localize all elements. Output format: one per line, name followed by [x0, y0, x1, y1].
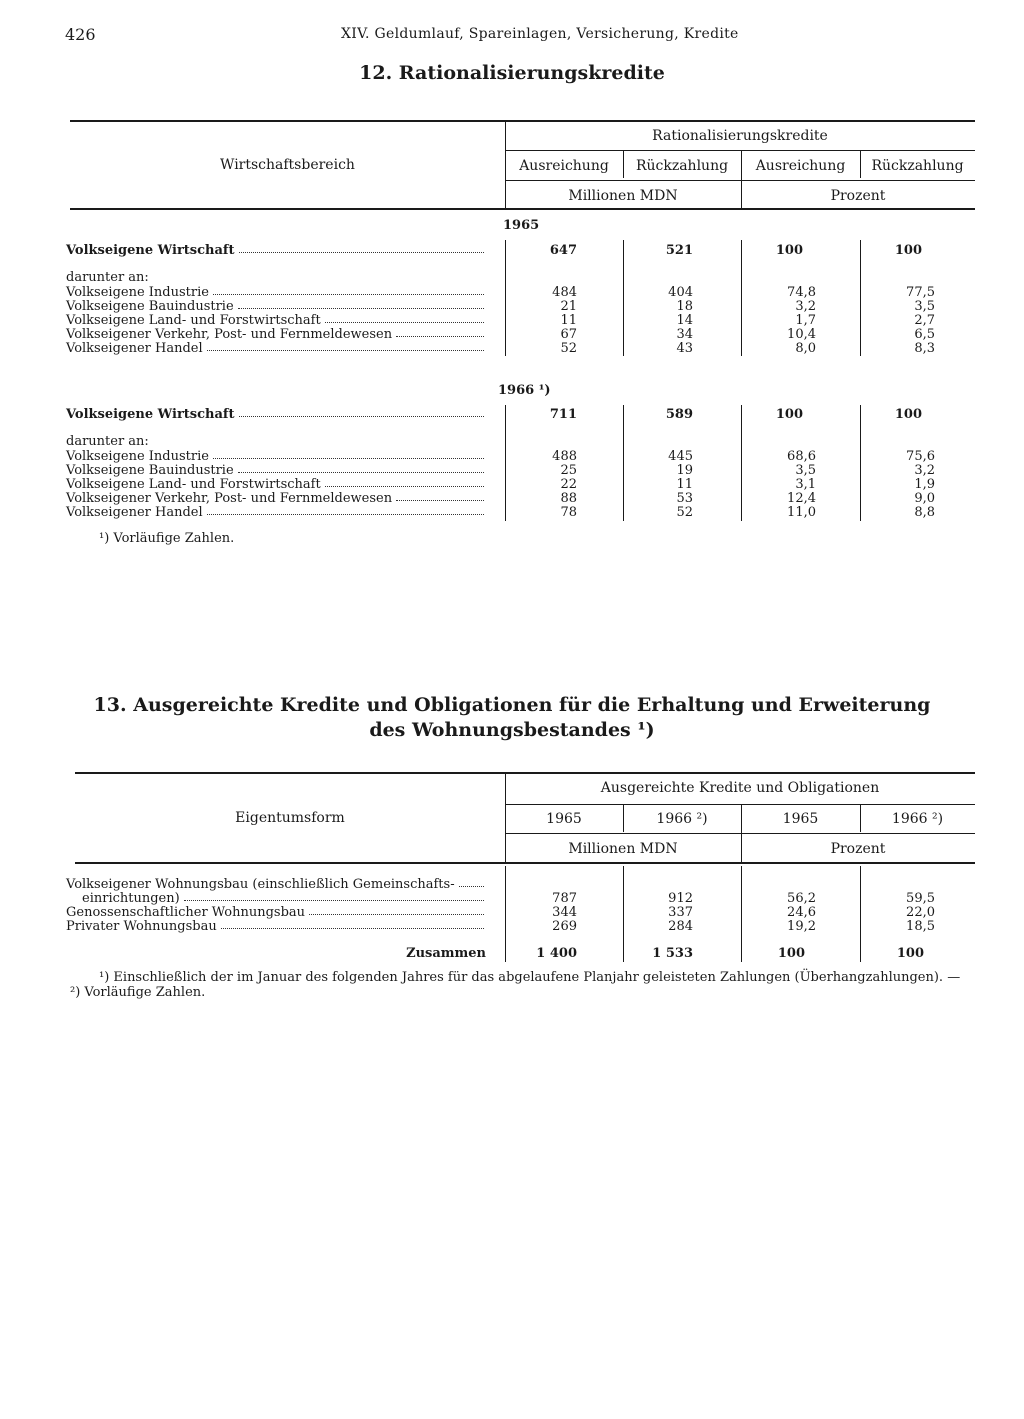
dot-leader — [238, 308, 484, 309]
row-label: Volkseigene Bauindustrie — [66, 299, 234, 314]
cell: 19,2 — [787, 919, 816, 934]
cell: 3,2 — [914, 463, 935, 478]
cell: 1 533 — [652, 946, 693, 961]
cell: 344 — [552, 905, 577, 920]
cell: 337 — [668, 905, 693, 920]
row-label: Privater Wohnungsbau — [66, 919, 217, 934]
cell: 22 — [560, 477, 577, 492]
row-label: Volkseigene Industrie — [66, 285, 209, 300]
dot-leader — [239, 252, 484, 253]
row-label-total: Volkseigene Wirtschaft — [66, 243, 235, 258]
col-header: 1966 ²) — [891, 811, 944, 827]
cell: 34 — [676, 327, 693, 342]
cell: 647 — [549, 243, 577, 258]
cell: 52 — [676, 505, 693, 520]
cell: 9,0 — [914, 491, 935, 506]
row-label-cont: einrichtungen) — [82, 891, 180, 906]
cell: 912 — [668, 891, 693, 906]
cell: 787 — [552, 891, 577, 906]
cell: 100 — [775, 407, 803, 422]
dot-leader — [184, 900, 484, 901]
dot-leader — [325, 322, 484, 323]
sub-intro: darunter an: — [66, 270, 149, 285]
cell: 6,5 — [914, 327, 935, 342]
cell: 3,1 — [795, 477, 816, 492]
table13-title-line2: des Wohnungsbestandes ¹) — [369, 719, 655, 741]
cell: 3,5 — [795, 463, 816, 478]
stub-header: Wirtschaftsbereich — [220, 157, 355, 173]
unit-header: Prozent — [830, 188, 886, 204]
cell: 11 — [676, 477, 693, 492]
cell: 484 — [552, 285, 577, 300]
sub-intro: darunter an: — [66, 434, 149, 449]
unit-header: Millionen MDN — [568, 188, 678, 204]
group-header: Rationalisierungskredite — [652, 128, 828, 144]
col-header: Ausreichung — [519, 158, 609, 174]
dot-leader — [207, 514, 484, 515]
cell: 100 — [896, 946, 924, 961]
cell: 22,0 — [906, 905, 935, 920]
row-label: Volkseigener Verkehr, Post- und Fernmeldewesen — [66, 327, 393, 342]
cell: 445 — [668, 449, 693, 464]
col-header: Ausreichung — [755, 158, 846, 174]
dot-leader — [238, 472, 484, 473]
cell: 53 — [676, 491, 693, 506]
cell: 711 — [549, 407, 577, 422]
unit-header: Millionen MDN — [568, 841, 678, 857]
cell: 78 — [560, 505, 577, 520]
col-header: Rückzahlung — [635, 158, 729, 174]
table12-title: 12. Rationalisierungskredite — [359, 62, 665, 84]
stub-header: Eigentumsform — [235, 810, 345, 826]
footnote: ¹) Einschließlich der im Januar des folgenden Jahres für das abgelaufene Planjahr geleisteten Zahlungen (Überhangzahlungen). — — [99, 970, 961, 985]
cell: 3,2 — [795, 299, 816, 314]
row-label: Volkseigene Land- und Forstwirtschaft — [66, 313, 321, 328]
cell: 2,7 — [914, 313, 935, 328]
row-label: Genossenschaftlicher Wohnungsbau — [66, 905, 306, 920]
cell: 18 — [676, 299, 693, 314]
cell: 11,0 — [787, 505, 816, 520]
cell: 521 — [665, 243, 693, 258]
row-label: Volkseigene Bauindustrie — [66, 463, 234, 478]
col-header: 1965 — [782, 811, 819, 827]
cell: 1 400 — [536, 946, 577, 961]
dot-leader — [207, 350, 484, 351]
row-label: Volkseigener Handel — [66, 505, 203, 520]
cell: 100 — [775, 243, 803, 258]
dot-leader — [239, 416, 484, 417]
cell: 18,5 — [906, 919, 935, 934]
dot-leader — [396, 500, 484, 501]
cell: 1,7 — [795, 313, 816, 328]
cell: 8,3 — [914, 341, 935, 356]
cell: 1,9 — [914, 477, 935, 492]
col-header: 1966 ²) — [656, 811, 708, 827]
cell: 74,8 — [787, 285, 816, 300]
cell: 404 — [668, 285, 693, 300]
cell: 10,4 — [787, 327, 816, 342]
cell: 100 — [777, 946, 805, 961]
cell: 488 — [552, 449, 577, 464]
cell: 68,6 — [787, 449, 816, 464]
total-label: Zusammen — [406, 946, 486, 961]
col-header: Rückzahlung — [871, 158, 964, 174]
table13-title-line1: 13. Ausgereichte Kredite und Obligationen für die Erhaltung und Erweiterung — [93, 694, 931, 716]
cell: 52 — [560, 341, 577, 356]
cell: 43 — [676, 341, 693, 356]
cell: 19 — [676, 463, 693, 478]
cell: 100 — [894, 407, 922, 422]
dot-leader — [213, 458, 484, 459]
row-label: Volkseigener Handel — [66, 341, 203, 356]
cell: 11 — [560, 313, 577, 328]
section-year: 1966 ¹) — [498, 383, 551, 398]
page-number: 426 — [65, 25, 96, 44]
dot-leader — [221, 928, 484, 929]
cell: 589 — [665, 407, 693, 422]
running-title: XIV. Geldumlauf, Spareinlagen, Versicherung, Kredite — [341, 26, 739, 42]
cell: 284 — [668, 919, 693, 934]
unit-header: Prozent — [830, 841, 886, 857]
section-year: 1965 — [503, 218, 540, 233]
dot-leader — [325, 486, 484, 487]
cell: 21 — [560, 299, 577, 314]
dot-leader — [213, 294, 484, 295]
cell: 12,4 — [787, 491, 816, 506]
cell: 3,5 — [914, 299, 935, 314]
row-label-total: Volkseigene Wirtschaft — [66, 407, 235, 422]
footnote: ²) Vorläufige Zahlen. — [70, 985, 206, 1000]
cell: 100 — [894, 243, 922, 258]
cell: 77,5 — [906, 285, 935, 300]
cell: 67 — [560, 327, 577, 342]
cell: 75,6 — [906, 449, 935, 464]
col-header: 1965 — [546, 811, 582, 827]
cell: 269 — [552, 919, 577, 934]
footnote: ¹) Vorläufige Zahlen. — [99, 531, 235, 546]
row-label: Volkseigener Verkehr, Post- und Fernmeldewesen — [66, 491, 393, 506]
dot-leader — [459, 886, 484, 887]
group-header: Ausgereichte Kredite und Obligationen — [600, 780, 880, 796]
cell: 8,0 — [795, 341, 816, 356]
dot-leader — [396, 336, 484, 337]
row-label: Volkseigene Industrie — [66, 449, 209, 464]
row-label: Volkseigene Land- und Forstwirtschaft — [66, 477, 321, 492]
cell: 14 — [676, 313, 693, 328]
cell: 56,2 — [787, 891, 816, 906]
cell: 59,5 — [906, 891, 935, 906]
cell: 24,6 — [787, 905, 816, 920]
row-label: Volkseigener Wohnungsbau (einschließlich Gemeinschafts- — [66, 877, 455, 892]
dot-leader — [309, 914, 484, 915]
cell: 8,8 — [914, 505, 935, 520]
cell: 88 — [560, 491, 577, 506]
cell: 25 — [560, 463, 577, 478]
